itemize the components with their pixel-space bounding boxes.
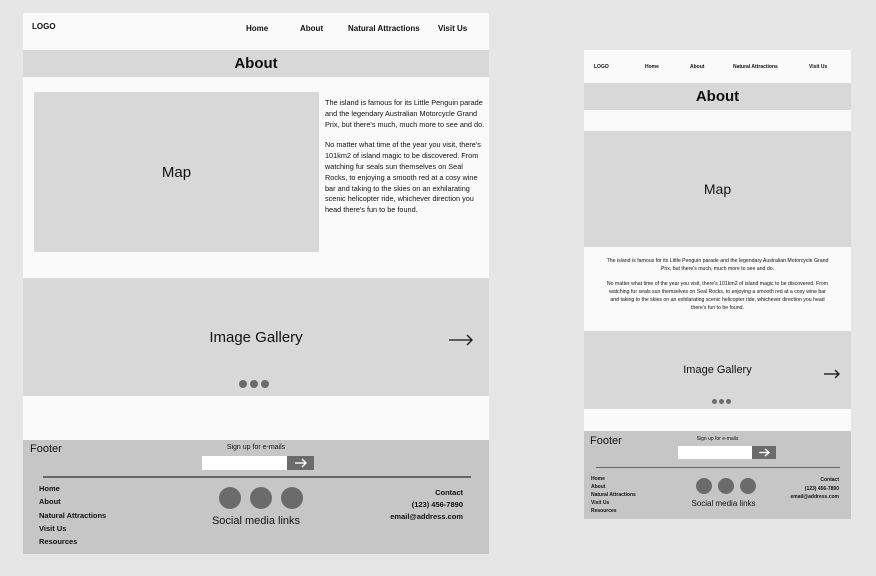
gallery-dot-1[interactable] [712, 399, 717, 404]
intro-paragraph-2: No matter what time of the year you visit, there's 101km2 of island magic to be discovered. From watching fur seals sun themselves on Seal Rocks, to enjoying a smooth red at a cosy wine bar and taking to the skies on an exhilarating scenic helicopter ride, whichever direction you head there's fun to be found. [325, 140, 481, 215]
arrow-right-icon [287, 456, 314, 470]
mobile-wireframe [584, 50, 851, 519]
arrow-right-icon[interactable] [823, 369, 841, 379]
image-gallery [584, 331, 851, 409]
map-label: Map [703, 181, 732, 197]
footer-link-about[interactable]: About [39, 497, 61, 507]
footer-link-visit-us[interactable]: Visit Us [591, 500, 610, 506]
gallery-dot-2[interactable] [250, 380, 258, 388]
gallery-dot-1[interactable] [239, 380, 247, 388]
intro-paragraph-1: The island is famous for its Little Penguin parade and the legendary Australian Motorcycle Grand Prix, but there's much, much more to see and do. [606, 258, 829, 272]
map-label: Map [161, 163, 192, 181]
intro-paragraph-1: The island is famous for its Little Penguin parade and the legendary Australian Motorcycle Grand Prix, but there's much, much more to see and do. [325, 98, 485, 129]
footer-links [591, 475, 636, 515]
footer-divider [43, 476, 471, 478]
footer [23, 440, 489, 554]
gallery-dot-2[interactable] [719, 399, 724, 404]
social-icon-2[interactable] [718, 478, 734, 494]
contact-phone[interactable]: (123) 456-7890 [411, 500, 463, 509]
nav-link-visit-us[interactable]: Visit Us [438, 24, 468, 33]
gallery-dot-3[interactable] [261, 380, 269, 388]
signup-label: Sign up for e-mails [696, 436, 739, 442]
footer-title: Footer [30, 443, 62, 455]
contact-email[interactable]: email@address.com [790, 494, 839, 500]
image-gallery [23, 278, 489, 396]
page-title: About [584, 83, 851, 110]
nav-link-natural-attractions[interactable]: Natural Attractions [733, 64, 778, 70]
nav-link-natural-attractions[interactable]: Natural Attractions [348, 24, 420, 33]
gallery-pagination [239, 380, 269, 388]
signup-label: Sign up for e-mails [226, 444, 286, 451]
intro-text [606, 257, 829, 312]
logo[interactable]: LOGO [32, 22, 56, 31]
footer-link-home[interactable]: Home [39, 484, 60, 493]
footer-link-resources[interactable]: Resources [591, 508, 617, 514]
contact-phone[interactable]: (123) 456-7890 [804, 485, 839, 492]
contact-block [790, 476, 839, 502]
top-nav [23, 13, 489, 50]
contact-block [390, 487, 463, 523]
footer-link-home[interactable]: Home [591, 476, 605, 482]
footer-link-natural-attractions[interactable]: Natural Attractions [39, 510, 107, 520]
contact-title: Contact [820, 477, 839, 483]
nav-link-home[interactable]: Home [246, 24, 269, 33]
gallery-title: Image Gallery [683, 364, 752, 376]
gallery-pagination [712, 399, 731, 404]
social-icons [219, 487, 303, 509]
intro-text [325, 98, 487, 216]
top-nav [584, 50, 851, 83]
gallery-title: Image Gallery [209, 329, 303, 346]
email-signup-input[interactable] [678, 446, 752, 459]
desktop-wireframe [23, 13, 489, 554]
intro-paragraph-2: No matter what time of the year you visit, there's 101km2 of island magic to be discovered. From watching fur seals sun themselves on Seal Rocks, to enjoying a smooth red at a cosy wine bar and taking to the skies on an exhilarating scenic helicopter ride, whichever direction you head there's fun to be found. [606, 281, 829, 311]
logo[interactable]: LOGO [594, 64, 609, 70]
footer-link-about[interactable]: About [591, 484, 606, 490]
social-icon-1[interactable] [219, 487, 241, 509]
nav-link-home[interactable]: Home [645, 64, 659, 70]
email-submit-button[interactable] [287, 456, 314, 470]
nav-link-about[interactable]: About [690, 64, 705, 70]
contact-email[interactable]: email@address.com [390, 512, 463, 521]
nav-link-visit-us[interactable]: Visit Us [809, 64, 828, 70]
social-label: Social media links [691, 499, 756, 508]
map-placeholder[interactable] [34, 92, 319, 252]
email-signup-input[interactable] [202, 456, 287, 470]
footer-title: Footer [590, 435, 622, 447]
map-placeholder[interactable] [584, 131, 851, 247]
footer-divider [596, 467, 840, 468]
social-icon-2[interactable] [250, 487, 272, 509]
social-icon-3[interactable] [740, 478, 756, 494]
social-icons [696, 478, 756, 494]
arrow-right-icon [752, 446, 776, 459]
social-icon-1[interactable] [696, 478, 712, 494]
social-icon-3[interactable] [281, 487, 303, 509]
arrow-right-icon[interactable] [448, 334, 474, 346]
page-title: About [23, 50, 489, 77]
social-label: Social media links [211, 515, 301, 527]
contact-title: Contact [435, 488, 463, 497]
footer [584, 431, 851, 519]
gallery-dot-3[interactable] [726, 399, 731, 404]
footer-link-visit-us[interactable]: Visit Us [39, 523, 67, 533]
email-submit-button[interactable] [752, 446, 776, 459]
nav-link-about[interactable]: About [300, 24, 324, 33]
footer-link-resources[interactable]: Resources [39, 537, 78, 547]
footer-link-natural-attractions[interactable]: Natural Attractions [591, 492, 636, 498]
